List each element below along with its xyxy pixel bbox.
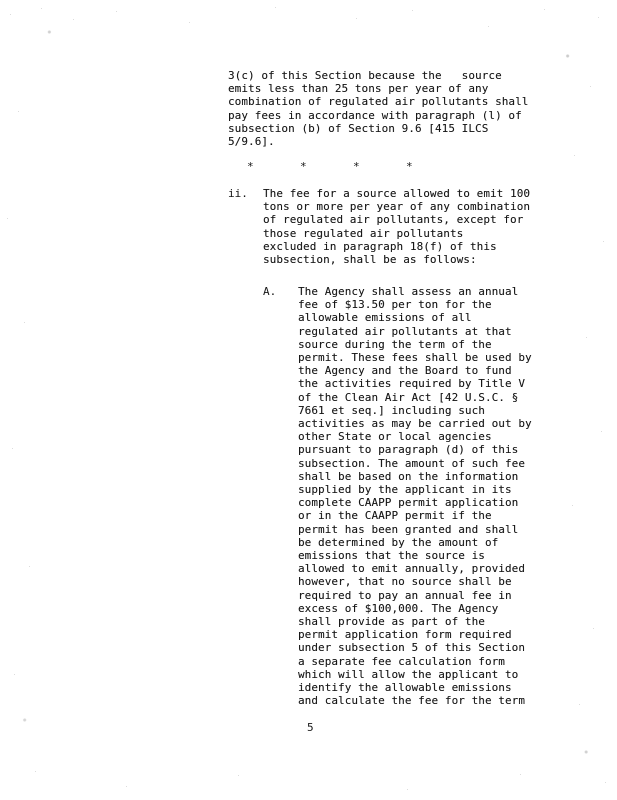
section-a-line-29: a separate fee calculation form <box>298 654 505 668</box>
section-a-line-25: excess of $100,000. The Agency <box>298 601 499 615</box>
section-a-line-31: identify the allowable emissions <box>298 681 512 695</box>
section-a-line-26: shall provide as part of the <box>298 615 485 629</box>
section-a-line-23: however, that no source shall be <box>298 575 512 589</box>
section-a-line-27: permit application form required <box>298 628 512 642</box>
section-ii-line-3: of regulated air pollutants, except for <box>263 213 524 227</box>
section-a-line-11: activities as may be carried out by <box>298 417 532 431</box>
intro-paragraph <box>228 69 528 148</box>
section-a-line-32: and calculate the fee for the term <box>298 694 526 708</box>
section-a-line-4: regulated air pollutants at that <box>298 324 512 338</box>
section-ii-label: ii. <box>228 187 248 200</box>
section-a-line-24: required to pay an annual fee in <box>298 588 512 602</box>
intro-line-6: 5/9.6]. <box>228 135 275 149</box>
section-a-line-30: which will allow the applicant to <box>298 667 519 681</box>
section-a-line-7: the Agency and the Board to fund <box>298 364 512 378</box>
section-a-line-5: source during the term of the <box>298 337 492 351</box>
section-a-line-16: supplied by the applicant in its <box>298 483 512 497</box>
section-a-line-10: 7661 et seq.] including such <box>298 403 485 417</box>
section-ii-paragraph <box>263 187 530 266</box>
section-a-line-6: permit. These fees shall be used by <box>298 351 532 365</box>
intro-line-3: combination of regulated air pollutants shall <box>228 95 529 109</box>
section-a-line-12: other State or local agencies <box>298 430 492 444</box>
section-a-line-13: pursuant to paragraph (d) of this <box>298 443 519 457</box>
intro-line-2: emits less than 25 tons per year of any <box>228 82 489 96</box>
section-ii-line-2: tons or more per year of any combination <box>263 200 531 214</box>
section-a-line-18: or in the CAAPP permit if the <box>298 509 492 523</box>
section-a-line-17: complete CAAPP permit application <box>298 496 519 510</box>
intro-line-5: subsection (b) of Section 9.6 [415 ILCS <box>228 121 489 135</box>
intro-line-1: 3(c) of this Section because the source <box>228 69 502 82</box>
section-a-line-1: The Agency shall assess an annual <box>298 285 519 298</box>
section-ii-line-1: The fee for a source allowed to emit 100 <box>263 187 531 200</box>
section-a-line-8: the activities required by Title V <box>298 377 526 391</box>
section-a-line-9: of the Clean Air Act [42 U.S.C. § <box>298 390 519 404</box>
section-a-line-21: emissions that the source is <box>298 549 485 563</box>
section-a-line-19: permit has been granted and shall <box>298 522 519 536</box>
section-ii-line-5: excluded in paragraph 18(f) of this <box>263 239 497 253</box>
section-a-line-28: under subsection 5 of this Section <box>298 641 526 655</box>
section-a-line-20: be determined by the amount of <box>298 535 499 549</box>
page-number: 5 <box>307 721 314 734</box>
section-a-label: A. <box>263 285 277 298</box>
section-a-line-15: shall be based on the information <box>298 469 519 483</box>
section-separator-stars: * * * * <box>247 160 413 173</box>
intro-line-4: pay fees in accordance with paragraph (l) of <box>228 108 522 122</box>
section-ii-line-4: those regulated air pollutants <box>263 226 464 240</box>
section-a-line-14: subsection. The amount of such fee <box>298 456 526 470</box>
section-ii-line-6: subsection, shall be as follows: <box>263 253 477 267</box>
section-a-line-3: allowable emissions of all <box>298 311 472 325</box>
section-a-line-22: allowed to emit annually, provided <box>298 562 526 576</box>
section-a-paragraph <box>298 285 532 708</box>
section-a-line-2: fee of $13.50 per ton for the <box>298 298 492 312</box>
